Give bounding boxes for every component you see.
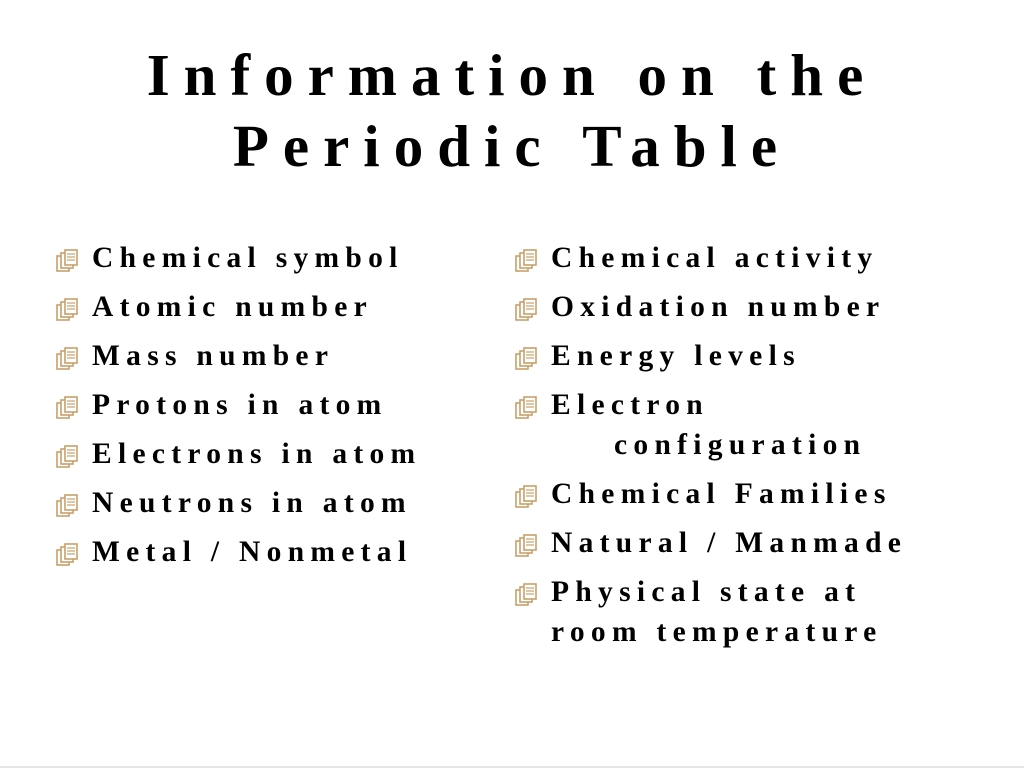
list-item-label: Natural / Manmade	[551, 527, 908, 559]
stacked-papers-icon	[56, 492, 78, 518]
list-item	[515, 572, 1010, 652]
list-item-label: Mass number	[92, 340, 335, 372]
list-item	[56, 434, 506, 474]
list-item-label	[551, 572, 1010, 652]
list-item-label-line-1: Physical state at	[551, 576, 862, 608]
list-item-label: Electrons in atom	[92, 438, 422, 470]
stacked-papers-icon	[515, 483, 537, 509]
stacked-papers-icon	[56, 394, 78, 420]
bullet-list-left	[56, 238, 506, 581]
list-item-label-line-2: configuration	[614, 429, 867, 461]
list-item	[515, 474, 1010, 514]
slide-title-line-1: Information on the	[146, 42, 878, 108]
list-item-label-line-2: room temperature	[551, 616, 883, 648]
list-item	[56, 287, 506, 327]
list-item	[515, 238, 1010, 278]
stacked-papers-icon	[56, 345, 78, 371]
list-item	[56, 483, 506, 523]
stacked-papers-icon	[515, 394, 537, 420]
list-item-label: Neutrons in atom	[92, 487, 412, 519]
list-item	[56, 336, 506, 376]
list-item-label: Chemical symbol	[92, 242, 404, 274]
list-item-label: Atomic number	[92, 291, 373, 323]
list-item	[56, 532, 506, 572]
list-item-label: Protons in atom	[92, 389, 388, 421]
list-item-label: Oxidation number	[551, 291, 886, 323]
list-item	[515, 523, 1010, 563]
list-item-label-line-1: Electron	[551, 389, 709, 421]
list-item	[515, 385, 1010, 465]
list-item-label	[551, 385, 1010, 465]
stacked-papers-icon	[56, 541, 78, 567]
stacked-papers-icon	[515, 247, 537, 273]
list-item	[56, 238, 506, 278]
list-item-label: Energy levels	[551, 340, 801, 372]
stacked-papers-icon	[56, 296, 78, 322]
stacked-papers-icon	[515, 345, 537, 371]
list-item	[515, 336, 1010, 376]
slide-title	[40, 40, 984, 182]
stacked-papers-icon	[56, 443, 78, 469]
bullet-list-right	[515, 238, 1010, 661]
stacked-papers-icon	[515, 532, 537, 558]
list-item	[56, 385, 506, 425]
list-item-label: Metal / Nonmetal	[92, 536, 413, 568]
list-item-label: Chemical Families	[551, 478, 892, 510]
slide-title-line-2: Periodic Table	[232, 113, 792, 179]
list-item-label: Chemical activity	[551, 242, 879, 274]
stacked-papers-icon	[515, 581, 537, 607]
stacked-papers-icon	[56, 247, 78, 273]
list-item	[515, 287, 1010, 327]
stacked-papers-icon	[515, 296, 537, 322]
